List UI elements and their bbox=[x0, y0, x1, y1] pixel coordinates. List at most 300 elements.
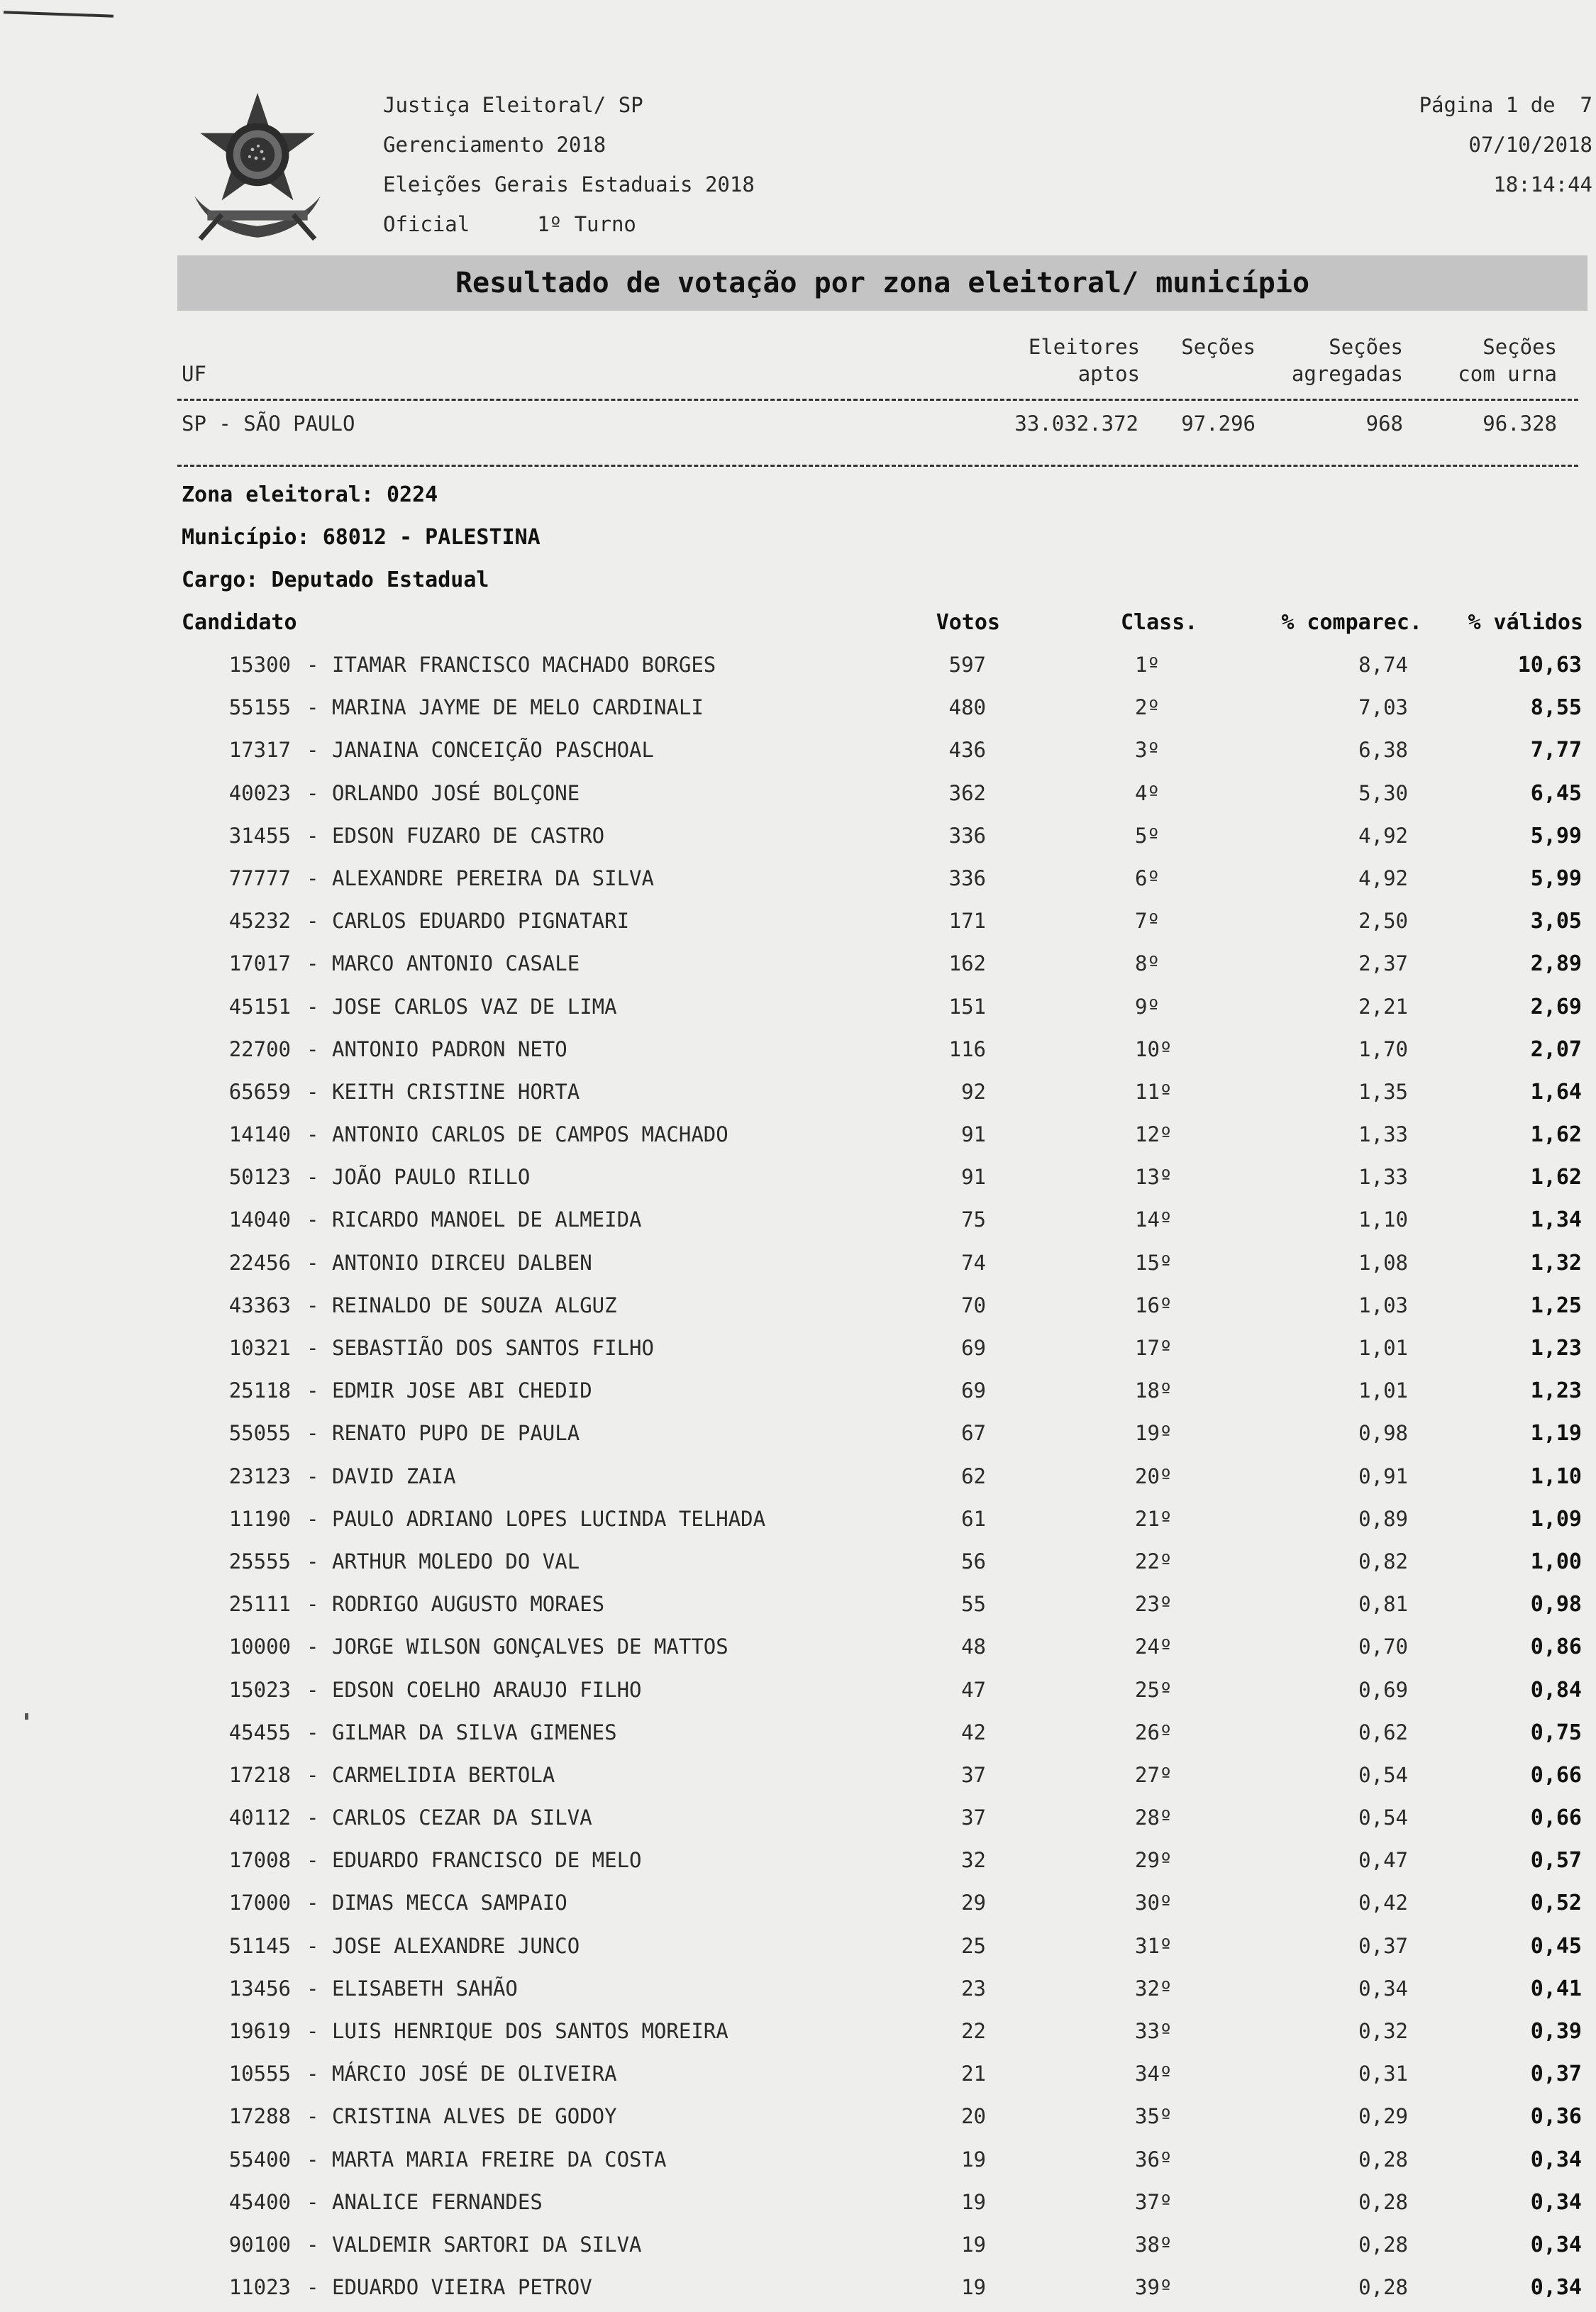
uf-column-header: UF bbox=[182, 362, 206, 386]
dashed-divider bbox=[177, 465, 1578, 467]
candidate-name: CARMELIDIA BERTOLA bbox=[332, 1762, 555, 1787]
candidate-name: REINALDO DE SOUZA ALGUZ bbox=[332, 1293, 617, 1317]
table-row bbox=[0, 946, 1596, 988]
candidate-number: 10321 bbox=[228, 1336, 291, 1360]
candidate-rank: 23º bbox=[1135, 1592, 1173, 1617]
candidate-pct-validos: 0,39 bbox=[1530, 2019, 1582, 2044]
candidate-pct-comparecimento: 0,28 bbox=[1358, 2275, 1408, 2300]
separator-dash: - bbox=[306, 2147, 319, 2172]
candidate-votes: 91 bbox=[961, 1165, 986, 1190]
candidate-rank: 6º bbox=[1135, 865, 1160, 890]
candidate-number: 22700 bbox=[228, 1036, 291, 1061]
table-row bbox=[0, 1031, 1596, 1074]
table-row bbox=[0, 1757, 1596, 1800]
candidate-votes: 74 bbox=[961, 1250, 986, 1275]
candidate-rank: 13º bbox=[1135, 1165, 1173, 1190]
candidate-rank: 27º bbox=[1135, 1762, 1173, 1787]
table-row bbox=[0, 1459, 1596, 1501]
separator-dash: - bbox=[306, 2189, 319, 2214]
candidate-pct-comparecimento: 1,08 bbox=[1358, 1250, 1408, 1275]
candidate-name: DAVID ZAIA bbox=[332, 1464, 456, 1488]
candidate-pct-validos: 1,10 bbox=[1530, 1464, 1582, 1489]
candidate-number: 17017 bbox=[228, 951, 291, 976]
candidate-votes: 70 bbox=[961, 1293, 986, 1317]
candidate-pct-comparecimento: 0,81 bbox=[1358, 1592, 1408, 1617]
separator-dash: - bbox=[306, 653, 319, 677]
candidate-pct-comparecimento: 1,70 bbox=[1358, 1036, 1408, 1061]
table-row bbox=[0, 989, 1596, 1031]
candidate-rank: 30º bbox=[1135, 1891, 1173, 1915]
table-row bbox=[0, 1415, 1596, 1458]
separator-dash: - bbox=[306, 823, 319, 848]
candidate-number: 14040 bbox=[228, 1207, 291, 1232]
table-row bbox=[0, 903, 1596, 946]
candidate-votes: 37 bbox=[961, 1762, 986, 1787]
table-row bbox=[0, 2184, 1596, 2227]
candidato-column-header: Candidato bbox=[182, 610, 297, 635]
candidate-pct-comparecimento: 0,37 bbox=[1358, 1933, 1408, 1958]
candidate-name: SEBASTIÃO DOS SANTOS FILHO bbox=[332, 1336, 654, 1360]
candidate-name: JORGE WILSON GONÇALVES DE MATTOS bbox=[332, 1635, 728, 1659]
candidate-pct-validos: 1,09 bbox=[1530, 1506, 1582, 1532]
candidate-rank: 26º bbox=[1135, 1720, 1173, 1744]
municipio-label: Município: bbox=[182, 525, 310, 550]
candidate-rank: 18º bbox=[1135, 1378, 1173, 1403]
candidate-name: EDUARDO FRANCISCO DE MELO bbox=[332, 1848, 642, 1873]
candidate-rank: 35º bbox=[1135, 2104, 1173, 2129]
candidate-number: 77777 bbox=[228, 865, 291, 890]
candidate-rank: 24º bbox=[1135, 1635, 1173, 1659]
candidate-number: 90100 bbox=[228, 2232, 291, 2257]
candidate-votes: 19 bbox=[961, 2232, 986, 2257]
candidate-votes: 55 bbox=[961, 1592, 986, 1617]
candidate-rank: 21º bbox=[1135, 1506, 1173, 1531]
separator-dash: - bbox=[306, 1762, 319, 1787]
candidate-rank: 3º bbox=[1135, 738, 1160, 763]
table-row bbox=[0, 1842, 1596, 1885]
table-row bbox=[0, 1288, 1596, 1330]
header-turno: 1º Turno bbox=[537, 212, 636, 236]
candidate-number: 31455 bbox=[228, 823, 291, 848]
table-row bbox=[0, 647, 1596, 690]
eleitores-header-line1: Eleitores bbox=[1028, 335, 1140, 359]
separator-dash: - bbox=[306, 1122, 319, 1147]
table-row bbox=[0, 690, 1596, 732]
candidate-rank: 5º bbox=[1135, 823, 1160, 848]
votos-column-header: Votos bbox=[936, 610, 1000, 635]
separator-dash: - bbox=[306, 1805, 319, 1830]
candidate-rank: 28º bbox=[1135, 1805, 1173, 1830]
candidate-number: 17000 bbox=[228, 1891, 291, 1915]
candidate-pct-validos: 0,37 bbox=[1530, 2062, 1582, 2087]
candidate-name: MARTA MARIA FREIRE DA COSTA bbox=[332, 2147, 667, 2172]
candidate-pct-validos: 0,98 bbox=[1530, 1592, 1582, 1617]
candidate-name: EDUARDO VIEIRA PETROV bbox=[332, 2275, 592, 2300]
candidate-votes: 42 bbox=[961, 1720, 986, 1744]
candidate-pct-validos: 6,45 bbox=[1530, 780, 1582, 806]
candidate-name: CARLOS CEZAR DA SILVA bbox=[332, 1805, 592, 1830]
candidate-number: 55400 bbox=[228, 2147, 291, 2172]
separator-dash: - bbox=[306, 951, 319, 976]
candidate-number: 23123 bbox=[228, 1464, 291, 1488]
separator-dash: - bbox=[306, 1036, 319, 1061]
candidate-rank: 12º bbox=[1135, 1122, 1173, 1147]
agregadas-header-line2: agregadas bbox=[1291, 362, 1403, 386]
candidate-rank: 36º bbox=[1135, 2147, 1173, 2172]
table-row bbox=[0, 2269, 1596, 2312]
candidate-name: ITAMAR FRANCISCO MACHADO BORGES bbox=[332, 653, 716, 677]
candidate-pct-comparecimento: 0,42 bbox=[1358, 1891, 1408, 1915]
candidate-number: 13456 bbox=[228, 1976, 291, 2001]
separator-dash: - bbox=[306, 1336, 319, 1360]
candidate-pct-validos: 10,63 bbox=[1517, 653, 1582, 677]
candidate-rank: 14º bbox=[1135, 1207, 1173, 1232]
candidate-pct-comparecimento: 2,37 bbox=[1358, 951, 1408, 976]
separator-dash: - bbox=[306, 1677, 319, 1702]
zona-eleitoral bbox=[182, 482, 438, 507]
separator-dash: - bbox=[306, 994, 319, 1019]
candidate-name: JOSE ALEXANDRE JUNCO bbox=[332, 1933, 580, 1958]
candidate-name: DIMAS MECCA SAMPAIO bbox=[332, 1891, 567, 1915]
candidate-votes: 69 bbox=[961, 1378, 986, 1403]
candidate-name: PAULO ADRIANO LOPES LUCINDA TELHADA bbox=[332, 1506, 766, 1531]
candidate-votes: 480 bbox=[948, 695, 986, 720]
agregadas-header-line1: Seções bbox=[1329, 335, 1403, 359]
separator-dash: - bbox=[306, 865, 319, 890]
report-meta bbox=[1419, 85, 1592, 204]
candidate-pct-validos: 1,62 bbox=[1530, 1165, 1582, 1190]
separator-dash: - bbox=[306, 2062, 319, 2086]
com-urna-column-header bbox=[1458, 333, 1557, 387]
separator-dash: - bbox=[306, 738, 319, 763]
candidate-rank: 34º bbox=[1135, 2062, 1173, 2086]
table-row bbox=[0, 1885, 1596, 1927]
candidate-pct-comparecimento: 0,62 bbox=[1358, 1720, 1408, 1744]
agregadas-column-header bbox=[1292, 333, 1403, 387]
class-column-header: Class. bbox=[1121, 610, 1198, 635]
candidate-pct-validos: 0,34 bbox=[1530, 2147, 1582, 2172]
validos-column-header: % válidos bbox=[1468, 610, 1583, 635]
candidate-rank: 9º bbox=[1135, 994, 1160, 1019]
table-row bbox=[0, 1245, 1596, 1288]
candidate-pct-comparecimento: 0,28 bbox=[1358, 2147, 1408, 2172]
candidate-rank: 2º bbox=[1135, 695, 1160, 720]
candidate-votes: 32 bbox=[961, 1848, 986, 1873]
candidate-pct-validos: 2,89 bbox=[1530, 951, 1582, 977]
separator-dash: - bbox=[306, 2019, 319, 2043]
candidate-pct-validos: 0,84 bbox=[1530, 1677, 1582, 1703]
table-row bbox=[0, 1672, 1596, 1715]
candidate-votes: 29 bbox=[961, 1891, 986, 1915]
candidate-name: EDSON FUZARO DE CASTRO bbox=[332, 823, 605, 848]
candidate-name: MARINA JAYME DE MELO CARDINALI bbox=[332, 695, 704, 720]
candidate-pct-validos: 1,32 bbox=[1530, 1250, 1582, 1276]
candidate-pct-comparecimento: 4,92 bbox=[1358, 865, 1408, 890]
candidate-pct-comparecimento: 0,47 bbox=[1358, 1848, 1408, 1873]
candidate-name: KEITH CRISTINE HORTA bbox=[332, 1079, 580, 1104]
cargo bbox=[182, 568, 489, 592]
candidate-number: 11190 bbox=[228, 1506, 291, 1531]
candidate-pct-comparecimento: 7,03 bbox=[1358, 695, 1408, 720]
report-date: 07/10/2018 bbox=[1468, 133, 1592, 157]
candidate-number: 17008 bbox=[228, 1848, 291, 1873]
candidate-rank: 39º bbox=[1135, 2275, 1173, 2300]
candidate-rank: 33º bbox=[1135, 2019, 1173, 2043]
candidate-pct-comparecimento: 2,21 bbox=[1358, 994, 1408, 1019]
candidate-number: 19619 bbox=[228, 2019, 291, 2043]
header-org: Justiça Eleitoral/ SP bbox=[383, 93, 643, 117]
candidate-pct-validos: 0,66 bbox=[1530, 1762, 1582, 1788]
candidate-number: 11023 bbox=[228, 2275, 291, 2300]
candidate-votes: 91 bbox=[961, 1122, 986, 1147]
cargo-value: Deputado Estadual bbox=[271, 568, 489, 592]
candidate-name: ANTONIO CARLOS DE CAMPOS MACHADO bbox=[332, 1122, 728, 1147]
candidate-number: 40023 bbox=[228, 780, 291, 805]
comparec-column-header: % comparec. bbox=[1281, 610, 1422, 635]
table-row bbox=[0, 1800, 1596, 1842]
candidate-votes: 37 bbox=[961, 1805, 986, 1830]
candidate-name: JOSE CARLOS VAZ DE LIMA bbox=[332, 994, 617, 1019]
table-row bbox=[0, 775, 1596, 818]
eleitores-column-header bbox=[1029, 333, 1140, 387]
candidate-pct-validos: 0,34 bbox=[1530, 2275, 1582, 2301]
separator-dash: - bbox=[306, 1250, 319, 1275]
candidate-rank: 1º bbox=[1135, 653, 1160, 677]
separator-dash: - bbox=[306, 1848, 319, 1873]
candidate-votes: 62 bbox=[961, 1464, 986, 1488]
separator-dash: - bbox=[306, 1079, 319, 1104]
candidate-pct-validos: 1,25 bbox=[1530, 1293, 1582, 1318]
table-row bbox=[0, 2056, 1596, 2098]
candidate-pct-comparecimento: 4,92 bbox=[1358, 823, 1408, 848]
report-title-banner bbox=[177, 255, 1587, 311]
candidate-number: 45455 bbox=[228, 1720, 291, 1744]
candidate-number: 55055 bbox=[228, 1421, 291, 1446]
separator-dash: - bbox=[306, 780, 319, 805]
separator-dash: - bbox=[306, 2104, 319, 2129]
candidate-pct-validos: 0,45 bbox=[1530, 1933, 1582, 1959]
candidate-name: MARCO ANTONIO CASALE bbox=[332, 951, 580, 976]
candidate-rank: 7º bbox=[1135, 909, 1160, 934]
candidate-number: 22456 bbox=[228, 1250, 291, 1275]
candidate-pct-validos: 0,57 bbox=[1530, 1848, 1582, 1874]
candidate-votes: 162 bbox=[948, 951, 986, 976]
candidate-pct-validos: 1,64 bbox=[1530, 1079, 1582, 1105]
candidate-number: 45232 bbox=[228, 909, 291, 934]
candidate-votes: 25 bbox=[961, 1933, 986, 1958]
separator-dash: - bbox=[306, 1720, 319, 1744]
zona-value: 0224 bbox=[387, 482, 438, 507]
report-time: 18:14:44 bbox=[1493, 172, 1592, 197]
candidate-name: ALEXANDRE PEREIRA DA SILVA bbox=[332, 865, 654, 890]
scan-mark bbox=[4, 11, 113, 17]
table-row bbox=[0, 1074, 1596, 1117]
candidate-pct-validos: 0,41 bbox=[1530, 1976, 1582, 2001]
candidate-number: 17218 bbox=[228, 1762, 291, 1787]
separator-dash: - bbox=[306, 2275, 319, 2300]
candidate-rank: 16º bbox=[1135, 1293, 1173, 1317]
candidate-votes: 597 bbox=[948, 653, 986, 677]
secoes-header-line1: Seções bbox=[1181, 335, 1256, 359]
candidate-pct-validos: 1,23 bbox=[1530, 1378, 1582, 1404]
candidate-rank: 8º bbox=[1135, 951, 1160, 976]
candidate-pct-comparecimento: 0,89 bbox=[1358, 1506, 1408, 1531]
candidate-number: 10000 bbox=[228, 1635, 291, 1659]
candidate-pct-validos: 2,07 bbox=[1530, 1036, 1582, 1062]
header-status: Oficial bbox=[383, 212, 470, 236]
candidate-votes: 61 bbox=[961, 1506, 986, 1531]
candidate-pct-comparecimento: 0,82 bbox=[1358, 1549, 1408, 1573]
table-row bbox=[0, 1373, 1596, 1415]
candidate-number: 50123 bbox=[228, 1165, 291, 1190]
table-row bbox=[0, 2098, 1596, 2141]
candidate-votes: 19 bbox=[961, 2147, 986, 2172]
table-row bbox=[0, 1586, 1596, 1629]
candidate-pct-comparecimento: 1,33 bbox=[1358, 1165, 1408, 1190]
candidate-rank: 37º bbox=[1135, 2189, 1173, 2214]
candidate-rank: 10º bbox=[1135, 1036, 1173, 1061]
candidate-rank: 19º bbox=[1135, 1421, 1173, 1446]
candidate-pct-comparecimento: 1,01 bbox=[1358, 1378, 1408, 1403]
candidate-pct-validos: 7,77 bbox=[1530, 738, 1582, 763]
candidate-pct-validos: 3,05 bbox=[1530, 909, 1582, 934]
candidate-name: ARTHUR MOLEDO DO VAL bbox=[332, 1549, 580, 1573]
com-urna-value: 96.328 bbox=[1483, 411, 1557, 436]
table-row bbox=[0, 1544, 1596, 1586]
candidate-rank: 29º bbox=[1135, 1848, 1173, 1873]
candidate-pct-validos: 0,36 bbox=[1530, 2104, 1582, 2130]
candidate-pct-validos: 0,52 bbox=[1530, 1891, 1582, 1916]
candidate-name: LUIS HENRIQUE DOS SANTOS MOREIRA bbox=[332, 2019, 728, 2043]
candidate-pct-validos: 0,34 bbox=[1530, 2189, 1582, 2215]
candidate-number: 45400 bbox=[228, 2189, 291, 2214]
candidate-votes: 21 bbox=[961, 2062, 986, 2086]
municipio bbox=[182, 525, 541, 550]
candidate-rank: 15º bbox=[1135, 1250, 1173, 1275]
candidate-name: JOÃO PAULO RILLO bbox=[332, 1165, 531, 1190]
table-row bbox=[0, 2142, 1596, 2184]
table-row bbox=[0, 1501, 1596, 1544]
candidate-pct-comparecimento: 0,70 bbox=[1358, 1635, 1408, 1659]
candidate-number: 51145 bbox=[228, 1933, 291, 1958]
candidate-votes: 92 bbox=[961, 1079, 986, 1104]
candidate-pct-validos: 8,55 bbox=[1530, 695, 1582, 721]
candidate-number: 25555 bbox=[228, 1549, 291, 1573]
separator-dash: - bbox=[306, 1464, 319, 1488]
table-row bbox=[0, 1202, 1596, 1244]
candidate-pct-validos: 2,69 bbox=[1530, 994, 1582, 1019]
table-row bbox=[0, 818, 1596, 861]
candidate-number: 15023 bbox=[228, 1677, 291, 1702]
candidate-rank: 17º bbox=[1135, 1336, 1173, 1360]
candidate-number: 25111 bbox=[228, 1592, 291, 1617]
candidate-pct-validos: 5,99 bbox=[1530, 865, 1582, 891]
candidate-votes: 171 bbox=[948, 909, 986, 934]
uf-value: SP - SÃO PAULO bbox=[182, 411, 355, 436]
header-election: Eleições Gerais Estaduais 2018 bbox=[383, 172, 755, 197]
separator-dash: - bbox=[306, 1506, 319, 1531]
candidate-pct-comparecimento: 1,35 bbox=[1358, 1079, 1408, 1104]
candidate-number: 10555 bbox=[228, 2062, 291, 2086]
candidate-votes: 19 bbox=[961, 2275, 986, 2300]
candidate-pct-validos: 1,23 bbox=[1530, 1336, 1582, 1361]
candidate-votes: 67 bbox=[961, 1421, 986, 1446]
candidate-rank: 20º bbox=[1135, 1464, 1173, 1488]
candidate-pct-comparecimento: 0,32 bbox=[1358, 2019, 1408, 2043]
candidate-votes: 20 bbox=[961, 2104, 986, 2129]
candidate-rank: 11º bbox=[1135, 1079, 1173, 1104]
candidate-pct-validos: 1,34 bbox=[1530, 1207, 1582, 1233]
candidate-pct-comparecimento: 5,30 bbox=[1358, 780, 1408, 805]
separator-dash: - bbox=[306, 1165, 319, 1190]
candidate-rank: 22º bbox=[1135, 1549, 1173, 1573]
candidate-pct-comparecimento: 0,54 bbox=[1358, 1805, 1408, 1830]
candidate-pct-comparecimento: 1,10 bbox=[1358, 1207, 1408, 1232]
separator-dash: - bbox=[306, 1976, 319, 2001]
secoes-column-header bbox=[1181, 333, 1256, 360]
candidate-name: ANTONIO DIRCEU DALBEN bbox=[332, 1250, 592, 1275]
table-row bbox=[0, 861, 1596, 903]
table-row bbox=[0, 1330, 1596, 1373]
municipio-value: 68012 - PALESTINA bbox=[322, 525, 541, 550]
candidate-number: 15300 bbox=[228, 653, 291, 677]
candidate-votes: 116 bbox=[948, 1036, 986, 1061]
candidate-pct-comparecimento: 0,28 bbox=[1358, 2189, 1408, 2214]
candidate-votes: 151 bbox=[948, 994, 986, 1019]
candidate-pct-comparecimento: 1,03 bbox=[1358, 1293, 1408, 1317]
candidate-pct-comparecimento: 0,31 bbox=[1358, 2062, 1408, 2086]
candidate-pct-comparecimento: 0,29 bbox=[1358, 2104, 1408, 2129]
candidate-name: EDMIR JOSE ABI CHEDID bbox=[332, 1378, 592, 1403]
separator-dash: - bbox=[306, 1378, 319, 1403]
cargo-label: Cargo: bbox=[182, 568, 259, 592]
candidate-number: 43363 bbox=[228, 1293, 291, 1317]
candidate-votes: 22 bbox=[961, 2019, 986, 2043]
table-row bbox=[0, 732, 1596, 775]
candidate-pct-comparecimento: 0,34 bbox=[1358, 1976, 1408, 2001]
candidate-number: 25118 bbox=[228, 1378, 291, 1403]
candidate-number: 55155 bbox=[228, 695, 291, 720]
candidate-pct-validos: 1,62 bbox=[1530, 1122, 1582, 1148]
candidate-votes: 69 bbox=[961, 1336, 986, 1360]
secoes-value: 97.296 bbox=[1181, 411, 1256, 436]
candidate-pct-comparecimento: 0,54 bbox=[1358, 1762, 1408, 1787]
candidate-name: ANALICE FERNANDES bbox=[332, 2189, 543, 2214]
candidate-votes: 47 bbox=[961, 1677, 986, 1702]
table-row bbox=[0, 1629, 1596, 1671]
candidate-rank: 31º bbox=[1135, 1933, 1173, 1958]
candidate-name: RICARDO MANOEL DE ALMEIDA bbox=[332, 1207, 642, 1232]
eleitores-header-line2: aptos bbox=[1077, 362, 1140, 386]
candidate-number: 40112 bbox=[228, 1805, 291, 1830]
candidate-results-table bbox=[0, 647, 1596, 2312]
candidate-rank: 38º bbox=[1135, 2232, 1173, 2257]
candidate-votes: 336 bbox=[948, 865, 986, 890]
candidate-pct-validos: 1,19 bbox=[1530, 1421, 1582, 1447]
table-row bbox=[0, 2227, 1596, 2269]
candidate-votes: 75 bbox=[961, 1207, 986, 1232]
zona-label: Zona eleitoral: bbox=[182, 482, 374, 507]
separator-dash: - bbox=[306, 1549, 319, 1573]
com-urna-header-line2: com urna bbox=[1458, 362, 1557, 386]
separator-dash: - bbox=[306, 2232, 319, 2257]
table-row bbox=[0, 1117, 1596, 1159]
table-row bbox=[0, 1715, 1596, 1757]
candidate-number: 45151 bbox=[228, 994, 291, 1019]
candidate-pct-comparecimento: 2,50 bbox=[1358, 909, 1408, 934]
candidate-pct-comparecimento: 0,69 bbox=[1358, 1677, 1408, 1702]
report-header bbox=[383, 85, 755, 244]
